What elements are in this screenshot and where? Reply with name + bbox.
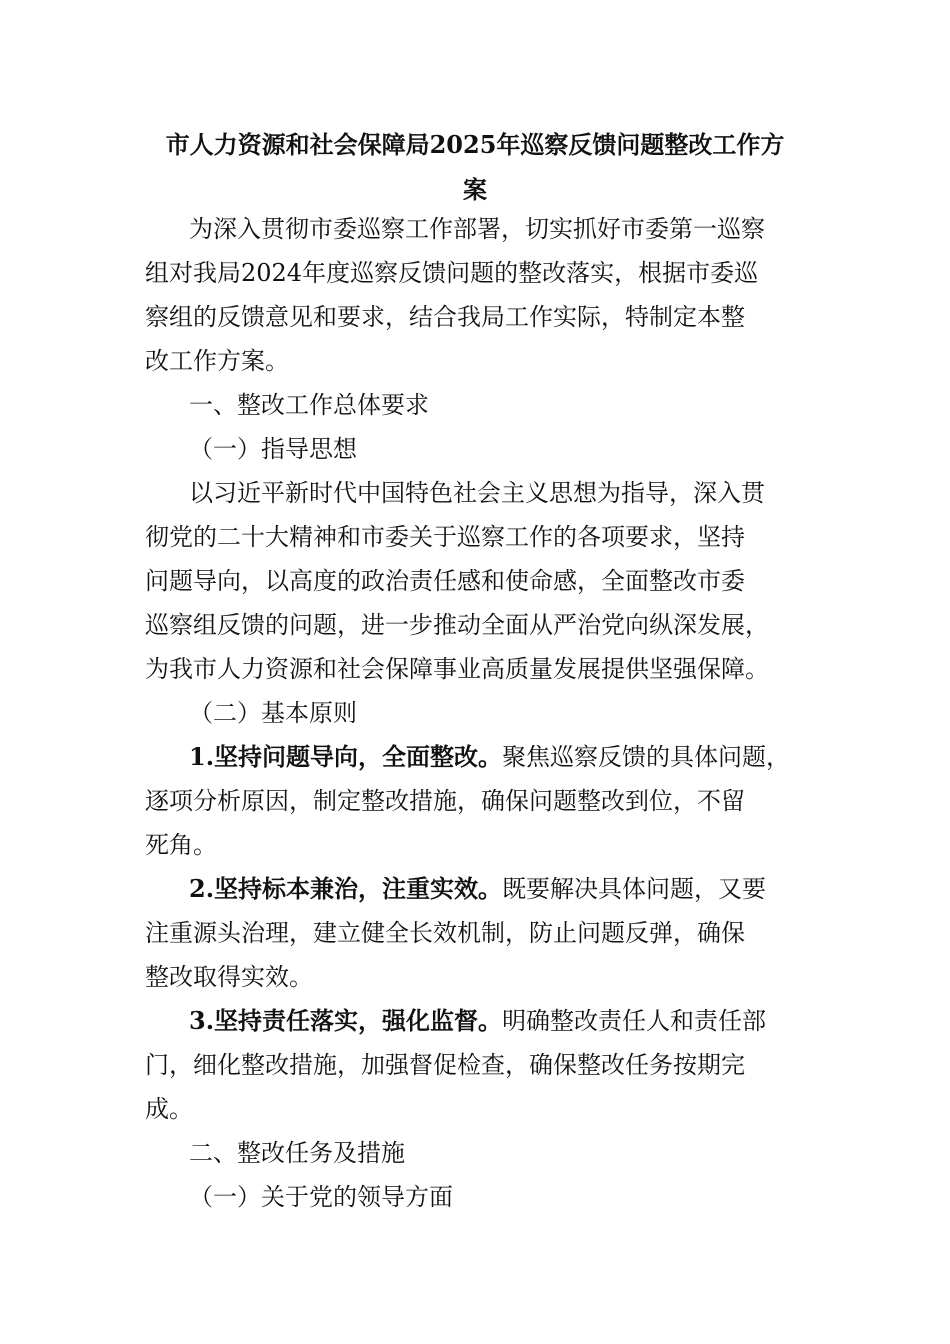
principle-3-line-2: 门，细化整改措施，加强督促检查，确保整改任务按期完	[145, 1051, 745, 1079]
document-title	[145, 122, 805, 212]
principle-1-line-1	[189, 742, 790, 772]
principle-3-title: 3.坚持责任落实，强化监督。	[189, 1006, 503, 1035]
principle-3-line-1	[189, 1006, 766, 1036]
principle-2-title: 2.坚持标本兼治，注重实效。	[189, 874, 503, 903]
guiding-line-4: 巡察组反馈的问题，进一步推动全面从严治党向纵深发展，	[145, 611, 769, 639]
section-2-heading: 二、整改任务及措施	[189, 1139, 405, 1167]
title-line-1: 市人力资源和社会保障局2025年巡察反馈问题整改工作方	[165, 130, 785, 159]
intro-line-1: 为深入贯彻市委巡察工作部署，切实抓好市委第一巡察	[189, 215, 765, 243]
principle-3-text: 明确整改责任人和责任部	[502, 1007, 767, 1035]
guiding-line-1: 以习近平新时代中国特色社会主义思想为指导，深入贯	[189, 479, 765, 507]
principle-2-text: 既要解决具体问题，又要	[502, 875, 767, 903]
principle-3-line-3: 成。	[145, 1095, 193, 1123]
guiding-line-2: 彻党的二十大精神和市委关于巡察工作的各项要求，坚持	[145, 523, 745, 551]
section-1-sub-1-heading: （一）指导思想	[189, 435, 357, 463]
principle-1-text: 聚焦巡察反馈的具体问题，	[502, 743, 791, 771]
intro-line-2: 组对我局2024年度巡察反馈问题的整改落实，根据市委巡	[145, 259, 759, 287]
section-2-sub-1-heading: （一）关于党的领导方面	[189, 1183, 453, 1211]
principle-1-title: 1.坚持问题导向，全面整改。	[189, 742, 503, 771]
guiding-line-3: 问题导向，以高度的政治责任感和使命感，全面整改市委	[145, 567, 745, 595]
section-1-heading: 一、整改工作总体要求	[189, 391, 429, 419]
guiding-line-5: 为我市人力资源和社会保障事业高质量发展提供坚强保障。	[145, 655, 769, 683]
principle-2-line-1	[189, 874, 766, 904]
section-1-sub-2-heading: （二）基本原则	[189, 699, 357, 727]
principle-1-line-3: 死角。	[145, 831, 217, 859]
intro-line-4: 改工作方案。	[145, 347, 289, 375]
principle-1-line-2: 逐项分析原因，制定整改措施，确保问题整改到位，不留	[145, 787, 745, 815]
principle-2-line-3: 整改取得实效。	[145, 963, 313, 991]
principle-2-line-2: 注重源头治理，建立健全长效机制，防止问题反弹，确保	[145, 919, 745, 947]
title-line-2: 案	[463, 175, 487, 204]
intro-line-3: 察组的反馈意见和要求，结合我局工作实际，特制定本整	[145, 303, 745, 331]
